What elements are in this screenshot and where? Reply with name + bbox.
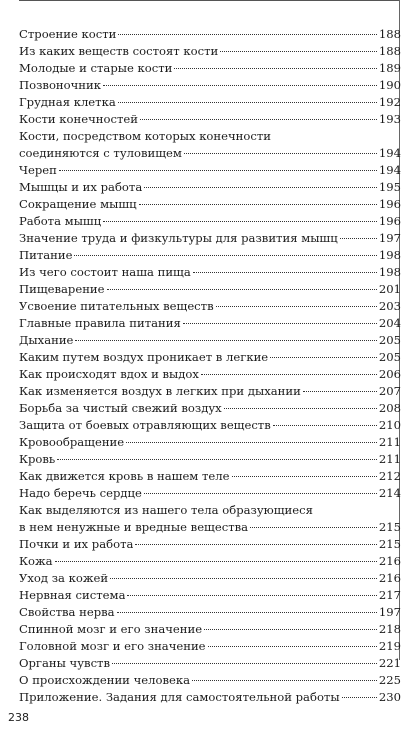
dot-leader: [74, 255, 376, 256]
toc-entry-page: 196: [378, 197, 401, 211]
toc-entry-title: Спинной мозг и его значение: [19, 622, 203, 636]
dot-leader: [342, 697, 377, 698]
dot-leader: [57, 459, 377, 460]
toc-entry: [19, 366, 401, 383]
dot-leader: [232, 476, 377, 477]
toc-entry-title: Работа мышц: [19, 214, 102, 228]
dot-leader: [216, 306, 377, 307]
toc-entry-page: 212: [378, 469, 401, 483]
toc-entry-title: Почки и их работа: [19, 537, 134, 551]
dot-leader: [135, 544, 376, 545]
dot-leader: [204, 629, 377, 630]
toc-entry: [19, 43, 401, 60]
toc-entry: [19, 111, 401, 128]
toc-entry-page: 215: [378, 537, 401, 551]
toc-entry-page: 194: [378, 163, 401, 177]
toc-entry: [19, 230, 401, 247]
toc-entry-title: Череп: [19, 163, 57, 177]
toc-entry-title: Грудная клетка: [19, 95, 116, 109]
toc-entry-page: 206: [378, 367, 401, 381]
toc-entry-page: 197: [378, 231, 401, 245]
dot-leader: [208, 646, 377, 647]
toc-entry: [19, 621, 401, 638]
toc-entry-title: Значение труда и физкультуры для развития мышц: [19, 231, 338, 245]
toc-entry-title: Усвоение питательных веществ: [19, 299, 214, 313]
dot-leader: [220, 51, 377, 52]
toc-entry: [19, 298, 401, 315]
toc-entry: [19, 162, 401, 179]
toc-entry-title: Уход за кожей: [19, 571, 109, 585]
toc-entry-page: 211: [378, 435, 401, 449]
toc-entry-title: соединяются с туловищем: [19, 146, 182, 160]
toc-entry-title: Головной мозг и его значение: [19, 639, 206, 653]
toc-entry-page: 205: [378, 333, 401, 347]
toc-entry-title: Дыхание: [19, 333, 74, 347]
toc-entry-title: Главные правила питания: [19, 316, 181, 330]
toc-entry: [19, 672, 401, 689]
dot-leader: [273, 425, 377, 426]
toc-entry-title: Из чего состоит наша пища: [19, 265, 191, 279]
toc-entry: [19, 128, 401, 162]
toc-entry-page: 225: [378, 673, 401, 687]
dot-leader: [193, 272, 377, 273]
toc-entry-title: Из каких веществ состоят кости: [19, 44, 219, 58]
toc-entry-title: Приложение. Задания для самостоятельной работы: [19, 690, 340, 704]
dot-leader: [55, 561, 377, 562]
toc-entry-page: 198: [378, 248, 401, 262]
toc-entry-title: Позвоночник: [19, 78, 101, 92]
dot-leader: [140, 119, 377, 120]
toc-entry-title: Защита от боевых отравляющих веществ: [19, 418, 271, 432]
dot-leader: [192, 680, 377, 681]
table-of-contents: [19, 26, 401, 706]
toc-entry-page: 188: [378, 27, 401, 41]
dot-leader: [270, 357, 377, 358]
toc-entry-page: 198: [378, 265, 401, 279]
dot-leader: [224, 408, 377, 409]
toc-entry-title: Мышцы и их работа: [19, 180, 143, 194]
toc-entry-page: 219: [378, 639, 401, 653]
toc-entry: [19, 383, 401, 400]
toc-entry: [19, 434, 401, 451]
toc-entry-title: О происхождении человека: [19, 673, 191, 687]
toc-entry: [19, 417, 401, 434]
dot-leader: [201, 374, 377, 375]
toc-entry-page: 192: [378, 95, 401, 109]
toc-entry-page: 204: [378, 316, 401, 330]
toc-entry: [19, 553, 401, 570]
toc-entry: [19, 485, 401, 502]
toc-entry-page: 221: [378, 656, 401, 670]
dot-leader: [118, 34, 376, 35]
toc-entry-title: Свойства нерва: [19, 605, 115, 619]
dot-leader: [174, 68, 376, 69]
dot-leader: [103, 221, 377, 222]
toc-entry-page: 205: [378, 350, 401, 364]
toc-entry-page: 218: [378, 622, 401, 636]
toc-entry-page: 215: [378, 520, 401, 534]
toc-entry-page: 189: [378, 61, 401, 75]
dot-leader: [183, 323, 377, 324]
dot-leader: [59, 170, 377, 171]
toc-entry-page: 217: [378, 588, 401, 602]
dot-leader: [144, 187, 377, 188]
toc-entry: [19, 77, 401, 94]
toc-entry-title: Органы чувств: [19, 656, 111, 670]
toc-entry: [19, 196, 401, 213]
toc-entry: [19, 400, 401, 417]
dot-leader: [118, 102, 377, 103]
dot-leader: [139, 204, 377, 205]
toc-entry-page: 196: [378, 214, 401, 228]
toc-entry-title: Кровообращение: [19, 435, 125, 449]
toc-entry-title: Надо беречь сердце: [19, 486, 142, 500]
toc-entry-page: 207: [378, 384, 401, 398]
toc-entry: [19, 689, 401, 706]
toc-entry-page: 188: [378, 44, 401, 58]
toc-entry: [19, 451, 401, 468]
toc-entry-title: Пищеварение: [19, 282, 105, 296]
dot-leader: [112, 663, 377, 664]
dot-leader: [340, 238, 377, 239]
toc-entry-title: Кожа: [19, 554, 53, 568]
toc-entry-title: Каким путем воздух проникает в легкие: [19, 350, 269, 364]
toc-entry-page: 203: [378, 299, 401, 313]
toc-entry-page: 194: [378, 146, 401, 160]
dot-leader: [75, 340, 376, 341]
toc-entry-title: Кости конечностей: [19, 112, 138, 126]
toc-entry: [19, 604, 401, 621]
toc-entry-page: 190: [378, 78, 401, 92]
dot-leader: [303, 391, 377, 392]
toc-entry-page: 216: [378, 554, 401, 568]
toc-entry: [19, 638, 401, 655]
toc-entry: [19, 281, 401, 298]
toc-entry: [19, 536, 401, 553]
toc-entry: [19, 213, 401, 230]
toc-entry-page: 210: [378, 418, 401, 432]
toc-entry-title: Строение кости: [19, 27, 117, 41]
page-number: 238: [8, 711, 29, 724]
toc-entry-page: 201: [378, 282, 401, 296]
toc-entry-title: Как изменяется воздух в легких при дыхании: [19, 384, 301, 398]
toc-entry: [19, 502, 401, 536]
dot-leader: [117, 612, 377, 613]
toc-entry: [19, 570, 401, 587]
dot-leader: [103, 85, 377, 86]
toc-entry-page: 197: [378, 605, 401, 619]
toc-entry-page: 193: [378, 112, 401, 126]
toc-entry: [19, 60, 401, 77]
toc-entry-title: Борьба за чистый свежий воздух: [19, 401, 222, 415]
toc-entry-title: Питание: [19, 248, 73, 262]
toc-entry-title: в нем ненужные и вредные вещества: [19, 520, 249, 534]
toc-entry-page: 208: [378, 401, 401, 415]
toc-entry-title: Как происходят вдох и выдох: [19, 367, 199, 381]
toc-entry: [19, 94, 401, 111]
dot-leader: [184, 153, 377, 154]
dot-leader: [126, 442, 377, 443]
toc-entry: [19, 179, 401, 196]
dot-leader: [107, 289, 377, 290]
toc-entry-title: Сокращение мышц: [19, 197, 137, 211]
toc-entry-title: Как движется кровь в нашем теле: [19, 469, 230, 483]
dot-leader: [127, 595, 376, 596]
toc-entry-page: 230: [378, 690, 401, 704]
toc-entry-page: 195: [378, 180, 401, 194]
toc-entry-title-line1: Как выделяются из нашего тела образующиеся: [19, 503, 313, 517]
toc-entry-title-line1: Кости, посредством которых конечности: [19, 129, 272, 143]
toc-entry: [19, 655, 401, 672]
toc-entry-title: Кровь: [19, 452, 56, 466]
toc-entry: [19, 349, 401, 366]
toc-entry: [19, 26, 401, 43]
toc-entry: [19, 587, 401, 604]
dot-leader: [250, 527, 377, 528]
toc-entry-title: Нервная система: [19, 588, 126, 602]
toc-entry-page: 214: [378, 486, 401, 500]
toc-entry: [19, 468, 401, 485]
toc-entry: [19, 315, 401, 332]
top-rule: [19, 0, 400, 1]
toc-entry: [19, 332, 401, 349]
toc-entry-title: Молодые и старые кости: [19, 61, 173, 75]
dot-leader: [144, 493, 377, 494]
toc-entry: [19, 264, 401, 281]
toc-entry-page: 211: [378, 452, 401, 466]
toc-entry-page: 216: [378, 571, 401, 585]
toc-entry: [19, 247, 401, 264]
dot-leader: [110, 578, 377, 579]
